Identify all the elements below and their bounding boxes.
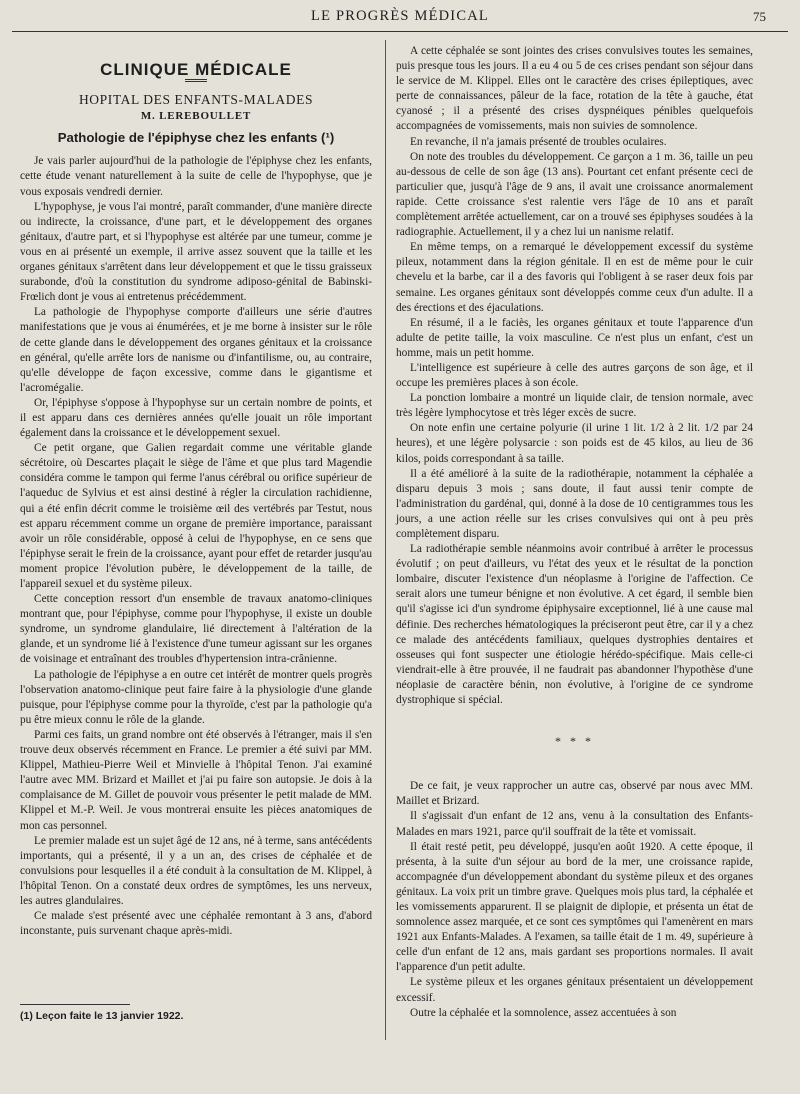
paragraph: Cette conception ressort d'un ensemble de travaux anatomo-cliniques montrant que, pour l'épiphyse, comme pour l'hypophyse, il existe un double syndrome, un syndrome glandulaire, lié directement à l'altération de la glande, et un syndrome lié à l'existence d'une tumeur agissant sur les organes de voisinage et entraînant des troubles d'hypertension intra-crânienne. [20,593,372,666]
paragraph: La pathologie de l'épiphyse a en outre cet intérêt de montrer quels progrès l'observation anatomo-clinique peut faire faire à la physiologie d'une glande puisque, pour l'épiphyse comme pour la thyroïde, c'est par la pathologie qu'a pu être mieux connu le rôle de la glande. [20,668,372,726]
column-rule [385,40,386,1040]
paragraph: Outre la céphalée et la somnolence, assez accentuées à son [410,1006,677,1019]
hospital-heading: HOPITAL DES ENFANTS-MALADES [78,92,314,108]
paragraph: De ce fait, je veux rapprocher un autre cas, observé par nous avec MM. Maillet et Brizard. [396,780,753,808]
paragraph: La ponction lombaire a montré un liquide clair, de tension normale, avec très légère lymphocytose et très léger excès de sucre. [396,392,753,420]
right-column [396,44,753,1021]
paragraph: La radiothérapie semble néanmoins avoir contribué à arrêter le processus évolutif ; on peut d'ailleurs, vu l'état des yeux et le résultat de la ponction lombaire, discuter l'existence d'un néoplasme à l'origine de l'affection. Ce serait alors une tumeur bénigne et non évolutive. A cet égard, il semble bien qu'il s'agisse ici d'un syndrome épiphysaire exceptionnel, lié à une cause mal définie. Des recherches hématologiques la préciseront peut être, car il y a chez ce malade des antécédents familiaux, quelques dystrophies dentaires et osseuses qui font suspecter une étiologie hérédo-spécifique. Mais celle-ci viendrait-elle à être prouvée, il ne faudrait pas abandonner l'hypothèse d'une néoplasie de caractère bénin, non évolutive, à l'origine de ce syndrome dystrophique si spécial. [396,543,753,707]
author-name: M. LEREBOULLET [140,110,252,123]
paragraph: On note des troubles du développement. Ce garçon a 1 m. 36, taille un peu au-dessous de celle de son âge (13 ans). Pourtant cet enfant présente ceci de particulier que, jusqu'à l'âge de 9 ans, il avait une croissance anormalement rapide. Cette croissance s'est ralentie vers l'âge de 10 ans et paraît complètement arrêtée actuellement, car on a trouvé ses épiphyses soudées à la radiographie. Actuellement, il y a chez lui un nanisme relatif. [396,150,753,239]
paragraph: Le premier malade est un sujet âgé de 12 ans, né à terme, sans antécédents importants, qui a présenté, il y a un an, des crises de céphalée et de convulsions pour lesquelles il a été conduit à la consultation de M. Klippel, à l'hôpital Tenon. On a constaté deux ordres de symptômes, les uns nerveux, les autres glandulaires. [20,834,372,907]
title-rule [185,79,207,82]
paragraph: Ce malade s'est présenté avec une céphalée remontant à 3 ans, d'abord inconstante, puis survenant chaque après-midi. [20,910,372,938]
paragraph: A cette céphalée se sont jointes des crises convulsives toutes les semaines, puis presque tous les jours. Il a eu 4 ou 5 de ces crises pendant son séjour dans le service de M. Klippel. Elles ont le caractère des crises épileptiques, avec perte de connaissances, pâleur de la face, rotation de la tête à gauche, état cyanosé ; il a présenté des crises dyspnéiques pénibles quelquefois accompagnées de vomissements, mais non suivies de somnolence. [396,45,753,133]
page-number: 75 [753,9,766,24]
running-header [0,8,800,32]
paragraph: Ce petit organe, que Galien regardait comme une véritable glande sécrétoire, où Descartes plaçait le siège de l'âme et que plus tard Magendie considéra comme le tampon qui ferme l'anus cérébral ou orifice supérieur de l'aqueduc de Sylvius et est ainsi destiné à régler la circulation rachidienne, qui a été enfin décrit comme le troisième œil des vertébrés par Testut, nous est apparu récemment comme un organe de première importance, paraissant avoir un rôle considérable, opposé à celui de l'hypophyse, en ce sens que l'épiphyse serait le frein de la croissance, ayant pour effet de retarder jusqu'au moment propice l'évolution pubère, le développement de la taille, de l'appareil sexuel et du système pileux. [20,442,372,590]
journal-title: LE PROGRÈS MÉDICAL [311,8,489,24]
paragraph: On note enfin une certaine polyurie (il urine 1 lit. 1/2 à 2 lit. 1/2 par 24 heures), et une légère polysarcie : son poids est de 45 kilos, au lieu de 36 kilos, poids correspondant à sa taille. [396,422,753,465]
footnote-rule [20,1004,130,1005]
paragraph: En revanche, il n'a jamais présenté de troubles oculaires. [410,135,667,148]
paragraph: Or, l'épiphyse s'oppose à l'hypophyse sur un certain nombre de points, et il est apparu dans ces dernières années qu'elle jouait un rôle important également dans la croissance et le développement sexuel. [20,396,372,440]
paragraph: Le système pileux et les organes génitaux présentaient un développement excessif. [396,976,753,1004]
header-rule [12,31,788,32]
section-title: CLINIQUE MÉDICALE [100,60,292,79]
left-column [20,44,372,939]
paragraph: L'hypophyse, je vous l'ai montré, paraît commander, d'une manière directe ou indirecte, la croissance, d'une part, et le développement des organes génitaux, d'autre part, et si l'hypophyse est altérée par une tumeur, comme je vous en ai présenté un exemple, il arrive assez souvent que la taille et les organes génitaux s'arrêtent dans leur développement et que le tissu graisseux surabonde, d'où la constitution du syndrome adiposo-génital de Babinski-Frœlich dont je vous ai entretenus précédemment. [20,200,372,304]
paragraph: Il était resté petit, peu développé, jusqu'en août 1920. A cette époque, il présenta, à la suite d'un séjour au bord de la mer, une croissance rapide, accompagnée d'un développement abondant du système pileux et des organes génitaux. La voix prit un timbre grave. Quelques mois plus tard, la céphalée et les vomissements apparurent. Il se plaignit de diplopie, et présenta un état de somnolence assez marquée, et ce sont ces symptômes qui l'amenèrent en mars 1921 aux Enfants-Malades. A l'examen, sa taille était de 1 m. 49, supérieure à celle d'un enfant de 12 ans, mais gardant ses proportions normales. Il avait l'apparence d'un petit adulte. [396,840,753,974]
paragraph: Je vais parler aujourd'hui de la pathologie de l'épiphyse chez les enfants, cette étude venant naturellement à la suite de celle de l'hypophyse, que je vous exposais vendredi dernier. [20,155,372,198]
paragraph: L'intelligence est supérieure à celle des autres garçons de son âge, et il occupe les premières places à son école. [396,361,753,390]
section-separator: * * * [555,734,594,749]
paragraph: Il s'agissait d'un enfant de 12 ans, venu à la consultation des Enfants-Malades en mars 1921, parce qu'il souffrait de la tête et vomissait. [396,810,753,838]
article-subject: Pathologie de l'épiphyse chez les enfants (¹) [57,130,335,146]
paragraph: En même temps, on a remarqué le développement excessif du système pileux, notamment dans la région génitale. Il en est de même pour le cuir chevelu et la barbe, car il a des favoris qui l'obligent à se raser deux fois par semaine. Les organes génitaux sont développés comme ceux d'un adulte. Il a des érections et des éjaculations. [396,241,753,314]
paragraph: Il a été amélioré à la suite de la radiothérapie, notamment la céphalée a disparu depuis 3 mois ; sans doute, il faut aussi tenir compte de l'administration du gardénal, qui, donné à la dose de 10 centigrammes tous les jours, a une action réelle sur les crises convulsives qui ont à peu près complètement disparu. [396,467,753,540]
paragraph: Parmi ces faits, un grand nombre ont été observés à l'étranger, mais il s'en trouve deux observés récemment en France. Le premier a été suivi par MM. Klippel, Mathieu-Pierre Weil et Minvielle à l'hôpital Tenon. J'ai examiné l'autre avec MM. Brizard et Maillet et j'ai pu faire son autopsie. Je dois à la complaisance de M. Gillet de pouvoir vous présenter le petit malade de MM. Klippel et M.-P. Weil. Je vous montrerai ensuite les pièces anatomiques de mon cas personnel. [20,728,372,832]
paragraph: En résumé, il a le faciès, les organes génitaux et toute l'apparence d'un adulte de petite taille, la voix masculine. Ce n'est plus un enfant, c'est un homme, mais un petit homme. [396,316,753,359]
footnote: (1) Leçon faite le 13 janvier 1922. [20,1010,184,1022]
paragraph: La pathologie de l'hypophyse comporte d'ailleurs une série d'autres manifestations que je vous ai énumérées, et je me borne à insister sur le rôle de cette glande dans le développement des organes génitaux et la croissance en général, qu'elle arrête lors de nanisme ou d'infantilisme, ou, au contraire, qu'elle développe de façon excessive, comme dans le gigantisme et l'acromégalie. [20,306,372,394]
